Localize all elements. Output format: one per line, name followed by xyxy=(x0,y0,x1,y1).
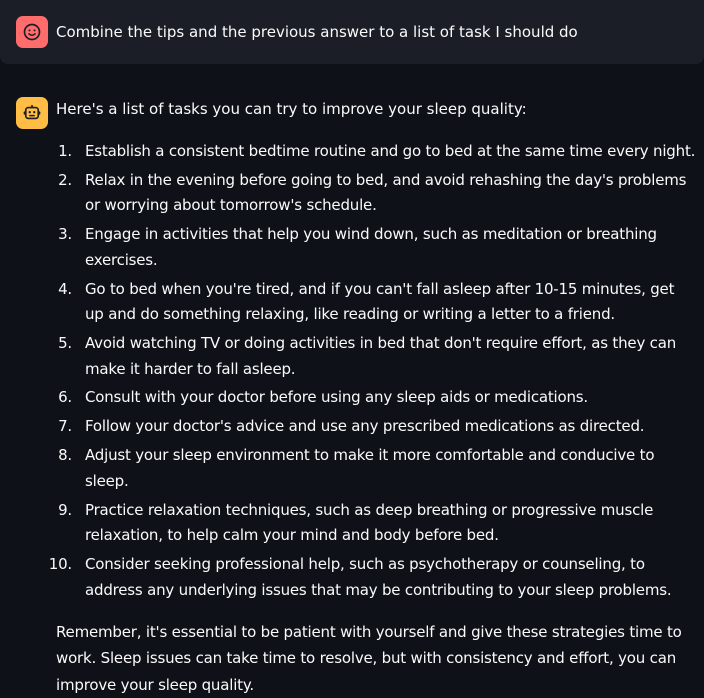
list-item xyxy=(56,498,696,549)
list-item-number: 5. xyxy=(58,334,72,353)
list-item-number: 10. xyxy=(48,555,72,574)
list-item-text: Consider seeking professional help, such as psychotherapy or counseling, to address any underlying issues that may be contributing to your sleep problems. xyxy=(85,555,672,599)
list-item-text: Follow your doctor's advice and use any prescribed medications as directed. xyxy=(85,417,645,436)
user-message xyxy=(0,0,704,64)
assistant-avatar xyxy=(16,97,48,129)
list-item-text: Adjust your sleep environment to make it more comfortable and conducive to sleep. xyxy=(85,446,655,490)
list-item-number: 7. xyxy=(58,417,72,436)
list-item-text: Relax in the evening before going to bed, and avoid rehashing the day's problems or worrying about tomorrow's schedule. xyxy=(85,170,687,215)
smiley-face-icon xyxy=(22,22,42,42)
list-item-number: 6. xyxy=(58,388,72,407)
list-item-number: 3. xyxy=(58,225,72,244)
list-item-text: Engage in activities that help you wind down, such as meditation or breathing exercises. xyxy=(85,225,657,269)
assistant-intro: Here's a list of tasks you can try to improve your sleep quality: xyxy=(56,100,527,118)
list-item-text: Practice relaxation techniques, such as deep breathing or progressive muscle relaxation, to help calm your mind and body before bed. xyxy=(85,500,654,545)
list-item-number: 8. xyxy=(58,446,72,465)
list-item xyxy=(56,331,696,382)
list-item xyxy=(56,168,696,219)
list-item xyxy=(48,552,696,603)
list-item xyxy=(56,414,696,440)
user-message-text: Combine the tips and the previous answer to a list of task I should do xyxy=(56,23,578,41)
list-item-number: 9. xyxy=(58,500,72,519)
user-avatar xyxy=(16,16,48,48)
list-item xyxy=(56,385,696,411)
list-item xyxy=(56,443,696,494)
robot-icon xyxy=(22,103,42,123)
list-item-number: 1. xyxy=(58,142,72,160)
list-item-number: 2. xyxy=(58,170,72,189)
list-item xyxy=(56,222,696,273)
list-item-text: Consult with your doctor before using any sleep aids or medications. xyxy=(85,388,588,407)
list-item xyxy=(56,277,696,328)
assistant-message xyxy=(48,97,696,698)
assistant-outro: Remember, it's essential to be patient with yourself and give these strategies time to work. Sleep issues can take time to resolve, but with consistency and effort, you can improve your sleep quality. xyxy=(56,623,682,694)
list-item-number: 4. xyxy=(58,279,72,298)
task-list xyxy=(48,139,696,603)
list-item-text: Avoid watching TV or doing activities in bed that don't require effort, as they can make it harder to fall asleep. xyxy=(85,334,677,378)
list-item xyxy=(56,139,696,165)
list-item-text: Establish a consistent bedtime routine and go to bed at the same time every night. xyxy=(85,142,696,160)
list-item-text: Go to bed when you're tired, and if you can't fall asleep after 10-15 minutes, get up and do something relaxing, like reading or writing a letter to a friend. xyxy=(85,279,675,324)
